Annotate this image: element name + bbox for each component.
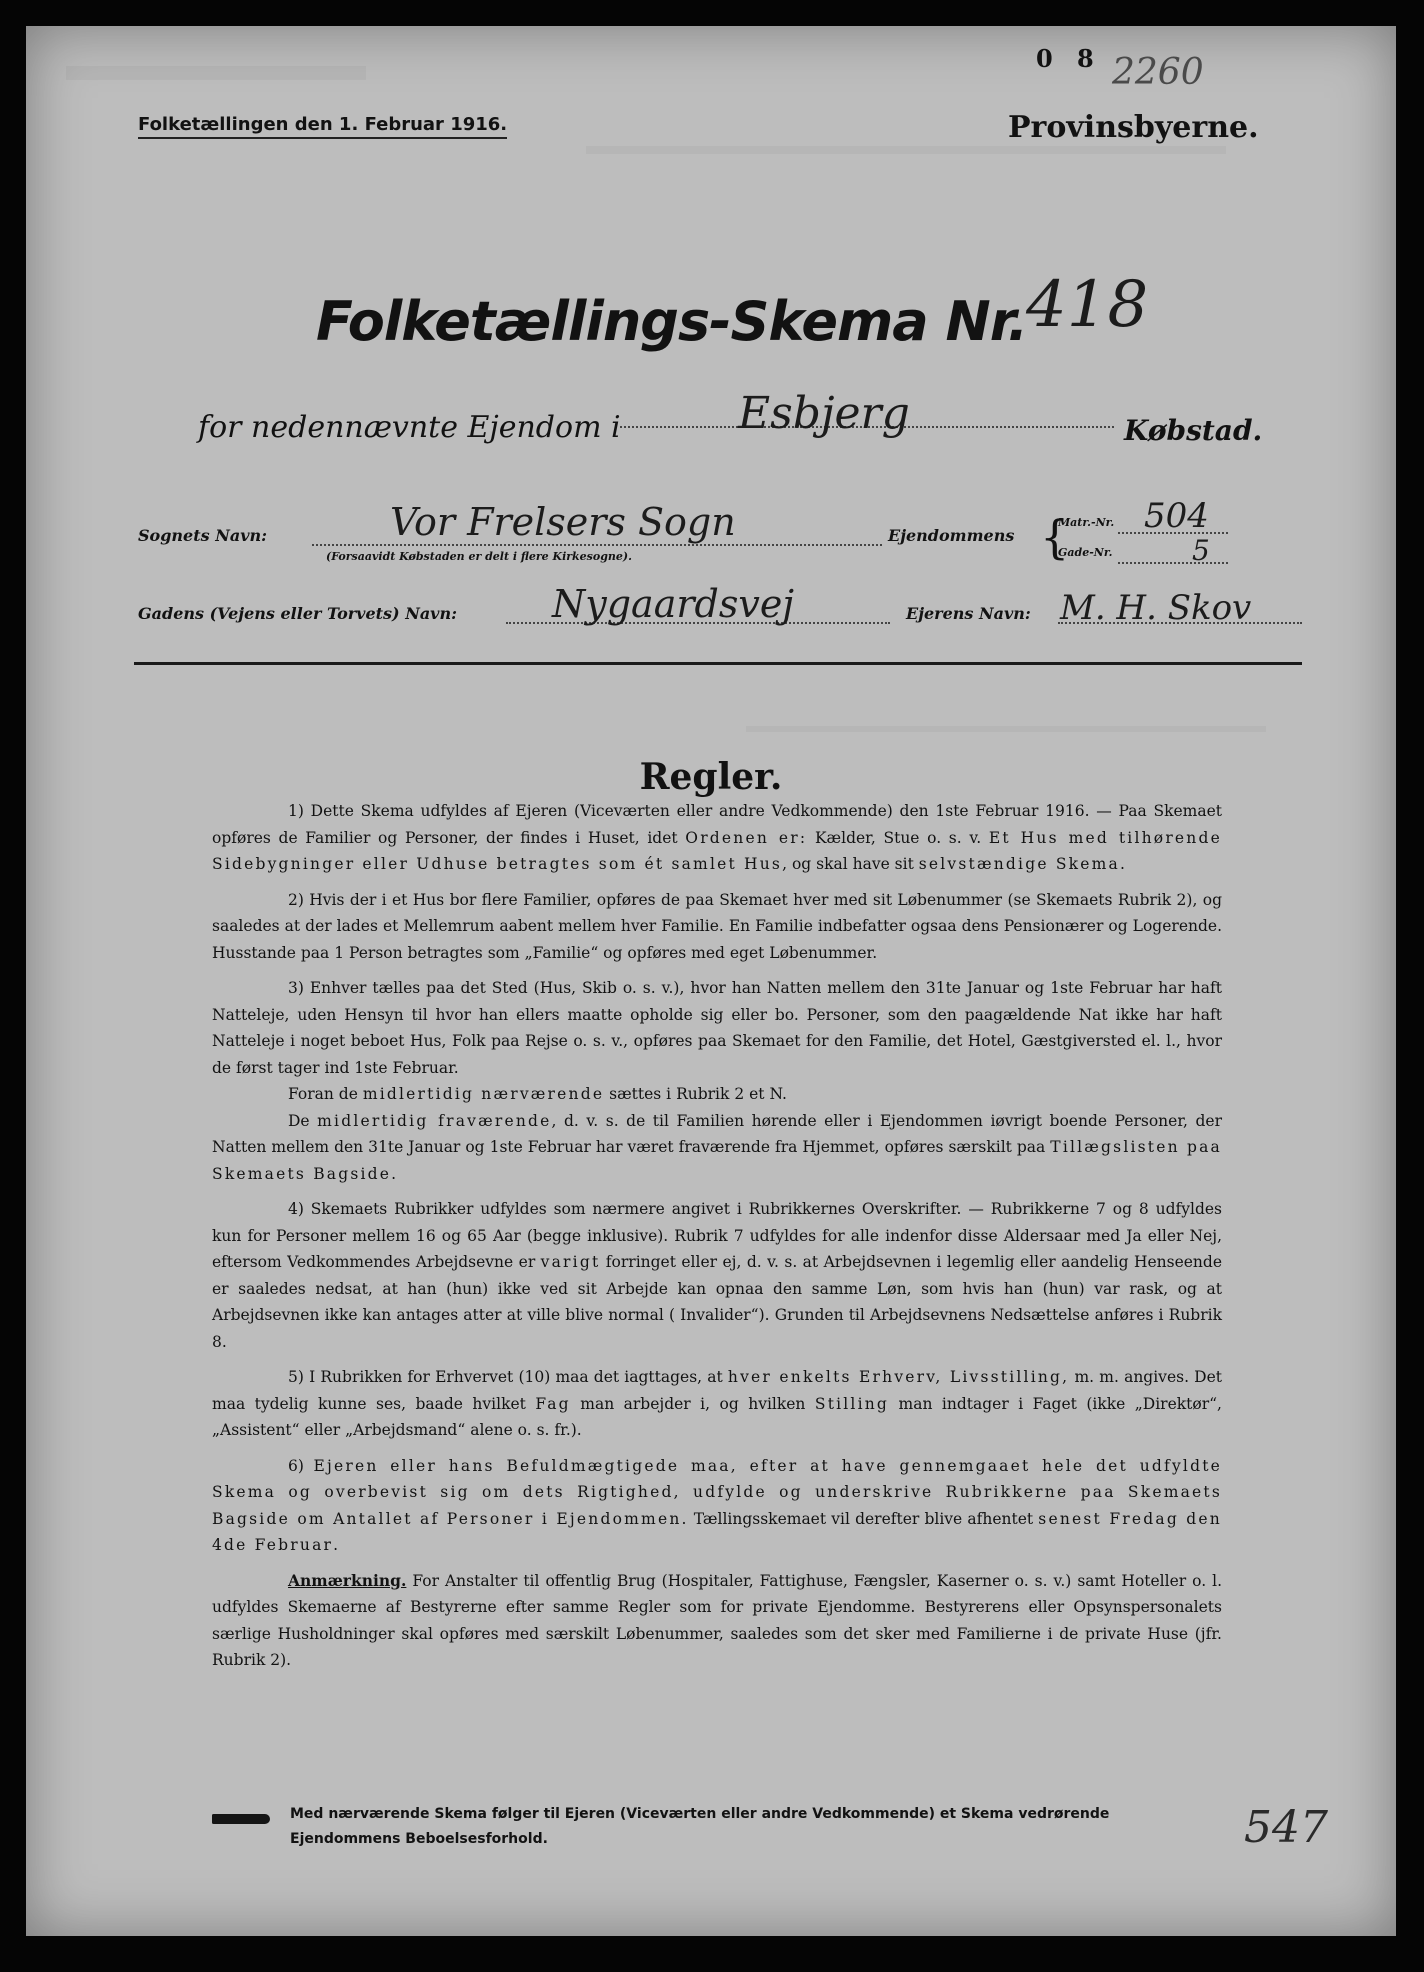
rule-6: 6) Ejeren eller hans Befuldmægtigede maa, efter at have gennemgaaet hele det udfyldte Skema og overbevist sig om dets Rigtighed, udfylde og underskrive Rubrikkerne paa Skemaets Bagside om Antallet af Personer i Ejendommen. Tællingsskemaet vil derefter blive afhentet senest Fredag den 4de Februar.: [212, 1456, 1222, 1554]
town-value: Esbjerg: [738, 388, 910, 439]
gade-field-line: [1118, 562, 1228, 564]
gade-label: Gade-Nr.: [1058, 546, 1113, 559]
census-form-sheet: [26, 26, 1396, 1936]
handwritten-page-number: 547: [1244, 1802, 1328, 1853]
form-title: Folketællings-Skema Nr.: [316, 290, 1028, 353]
pointing-hand-icon: [212, 1814, 270, 1824]
form-number-handwritten: 418: [1026, 268, 1149, 342]
gade-value: 5: [1192, 534, 1210, 567]
rule-3-absent: De midlertidig fraværende, d. v. s. de til Familien hørende eller i Ejendommen iøvrigt boende Personer, der Natten mellem den 31te Januar og 1ste Februar har været fraværende fra Hjemmet, opføres særskilt paa Tillægslisten paa Skemaets Bagside.: [212, 1111, 1222, 1183]
property-prefix: for nedennævnte Ejendom i: [198, 410, 621, 445]
rule-4: 4) Skemaets Rubrikker udfyldes som nærmere angivet i Rubrikkernes Overskrifter. — Rubrikkerne 7 og 8 udfyldes kun for Personer mellem 16 og 65 Aar (begge inklusive). Rubrik 7 udfyldes for alle indenfor disse Aldersaar med Ja eller Nej, eftersom Vedkommendes Arbejdsevne er varigt forringet eller ej, d. v. s. at Arbejdsevnen i legemlig eller aandelig Henseende er saaledes nedsat, at han (hun) ikke ved sit Arbejde kan opnaa den samme Løn, som hvis han (hun) var rask, og at Arbejdsevnen ikke kan antages atter at ville blive normal ( Invalider“). Grunden til Arbejdsevnens Nedsættelse anføres i Rubrik 8.: [212, 1200, 1222, 1351]
rules-body: [212, 798, 1222, 1683]
form-code: 0 8: [1036, 44, 1102, 73]
footer-note: Med nærværende Skema følger til Ejeren (Viceværten eller andre Vedkommende) et Skema vedrørende Ejendommens Beboelsesforhold.: [290, 1806, 1110, 1847]
owner-value: M. H. Skov: [1060, 588, 1252, 628]
property-suffix: Købstad.: [1124, 414, 1263, 447]
rule-5: 5) I Rubrikken for Erhvervet (10) maa det iagttages, at hver enkelts Erhverv, Livsstilling, m. m. angives. Det maa tydelig kunne ses, baade hvilket Fag man arbejder i, og hvilken Stilling man indtager i Faget (ikke „Direktør“, „Assistent“ eller „Arbejdsmand“ alene o. s. fr.).: [212, 1368, 1222, 1439]
rule-1: 1) Dette Skema udfyldes af Ejeren (Viceværten eller andre Vedkommende) den 1ste Februar 1916. — Paa Skemaet opføres de Familier og Personer, der findes i Huset, idet Ordenen er: Kælder, Stue o. s. v. Et Hus med tilhørende Sidebygninger eller Udhuse betragtes som ét samlet Hus, og skal have sit selvstændige Skema.: [212, 802, 1222, 873]
rule-2: 2) Hvis der i et Hus bor flere Familier, opføres de paa Skemaet hver med sit Løbenummer (se Skemaets Rubrik 2), og saaledes at der lades et Mellemrum aabent mellem hver Familie. En Familie indbefatter ogsaa dens Pensionærer og Logerende. Husstande paa 1 Person betragtes som „Familie“ og opføres med eget Løbenummer.: [212, 890, 1222, 962]
region-label: Provinsbyerne.: [1008, 110, 1259, 145]
parish-label: Sognets Navn:: [138, 526, 268, 545]
street-label: Gadens (Vejens eller Torvets) Navn:: [138, 604, 458, 623]
parish-value: Vor Frelsers Sogn: [390, 500, 736, 544]
rules-heading: Regler.: [639, 756, 783, 798]
parish-field-line: [312, 544, 882, 546]
census-date-label: Folketællingen den 1. Februar 1916.: [138, 114, 507, 139]
property-label: Ejendommens: [888, 526, 1015, 545]
remark: Anmærkning. For Anstalter til offentlig Brug (Hospitaler, Fattighuse, Fængsler, Kaserner o. s. v.) samt Hoteller o. l. udfyldes Skemaerne af Bestyrerne efter samme Regler som for private Ejendomme. Bestyrerens eller Opsynspersonalets særlige Husholdninger skal opføres med særskilt Løbenummer, saaledes som det sker med Familierne i de private Huse (jfr. Rubrik 2).: [212, 1570, 1222, 1669]
matr-label: Matr.-Nr.: [1058, 516, 1115, 529]
brace-divider: {: [1040, 510, 1070, 564]
handwritten-archive-number: 2260: [1112, 52, 1204, 93]
street-value: Nygaardsvej: [552, 582, 795, 626]
section-divider: [134, 662, 1302, 665]
rule-3: 3) Enhver tælles paa det Sted (Hus, Skib o. s. v.), hvor han Natten mellem den 31te Januar og 1ste Februar har haft Natteleje, uden Hensyn til hvor han ellers maatte opholde sig eller bo. Personer, som den paagældende Nat ikke har haft Natteleje i noget beboet Hus, Folk paa Rejse o. s. v., opføres paa Skemaet for den Familie, det Hotel, Gæstgiversted el. l., hvor de først tager ind 1ste Februar.: [212, 979, 1222, 1077]
rule-3-present: Foran de midlertidig nærværende sættes i Rubrik 2 et N.: [288, 1085, 787, 1103]
parish-note: (Forsaavidt Købstaden er delt i flere Kirkesogne).: [326, 550, 632, 563]
matr-value: 504: [1144, 496, 1209, 536]
owner-label: Ejerens Navn:: [906, 604, 1031, 623]
